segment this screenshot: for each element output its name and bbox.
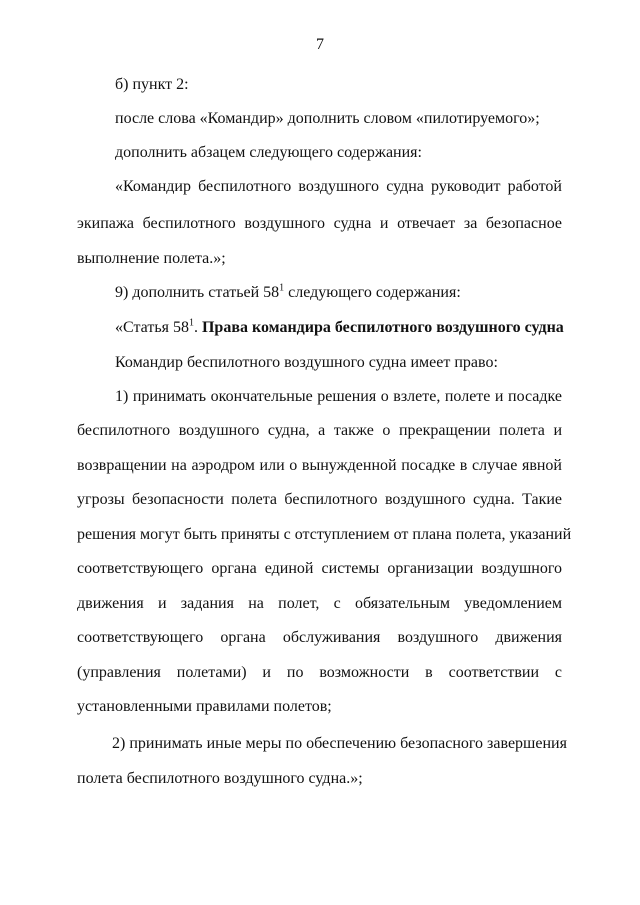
text-line-16: движения и задания на полет, с обязательным уведомлением xyxy=(77,595,562,612)
text-line-21: полета беспилотного воздушного судна.»; xyxy=(77,770,363,787)
text-line-18: (управления полетами) и по возможности в соответствии с xyxy=(77,664,562,681)
text-line-10: 1) принимать окончательные решения о взлете, полете и посадке xyxy=(115,388,562,405)
text-line-9: Командир беспилотного воздушного судна имеет право: xyxy=(115,354,498,371)
text-line-7-part-a: 9) дополнить статьей 58 xyxy=(115,284,280,301)
article-heading-dot: . xyxy=(193,319,202,336)
text-line-7 xyxy=(115,283,461,303)
text-line-11: беспилотного воздушного судна, а также о прекращении полета и xyxy=(77,422,562,439)
text-line-5: экипажа беспилотного воздушного судна и отвечает за безопасное xyxy=(77,215,562,232)
article-heading-prefix: «Статья 58 xyxy=(115,319,189,336)
text-line-12: возвращении на аэродром или о вынужденной посадке в случае явной xyxy=(77,457,562,474)
text-line-15: соответствующего органа единой системы организации воздушного xyxy=(77,560,562,577)
page-number: 7 xyxy=(316,36,324,53)
article-heading xyxy=(115,318,564,338)
text-line-2: после слова «Командир» дополнить словом «пилотируемого»; xyxy=(115,110,540,127)
text-line-6: выполнение полета.»; xyxy=(77,250,226,267)
text-line-7-part-b: следующего содержания: xyxy=(284,284,461,301)
text-line-1: б) пункт 2: xyxy=(115,76,189,93)
superscript: 1 xyxy=(279,282,285,294)
text-line-3: дополнить абзацем следующего содержания: xyxy=(115,144,422,161)
text-line-13: угрозы безопасности полета беспилотного воздушного судна. Такие xyxy=(77,491,562,508)
text-line-14: решения могут быть приняты с отступлением от плана полета, указаний xyxy=(77,526,572,543)
text-line-4: «Командир беспилотного воздушного судна руководит работой xyxy=(115,178,562,195)
superscript: 1 xyxy=(188,317,194,329)
text-line-20: 2) принимать иные меры по обеспечению безопасного завершения xyxy=(112,735,567,752)
article-heading-title: Права командира беспилотного воздушного судна xyxy=(201,319,564,336)
text-line-17: соответствующего органа обслуживания воздушного движения xyxy=(77,629,562,646)
text-line-19: установленными правилами полетов; xyxy=(77,698,332,715)
